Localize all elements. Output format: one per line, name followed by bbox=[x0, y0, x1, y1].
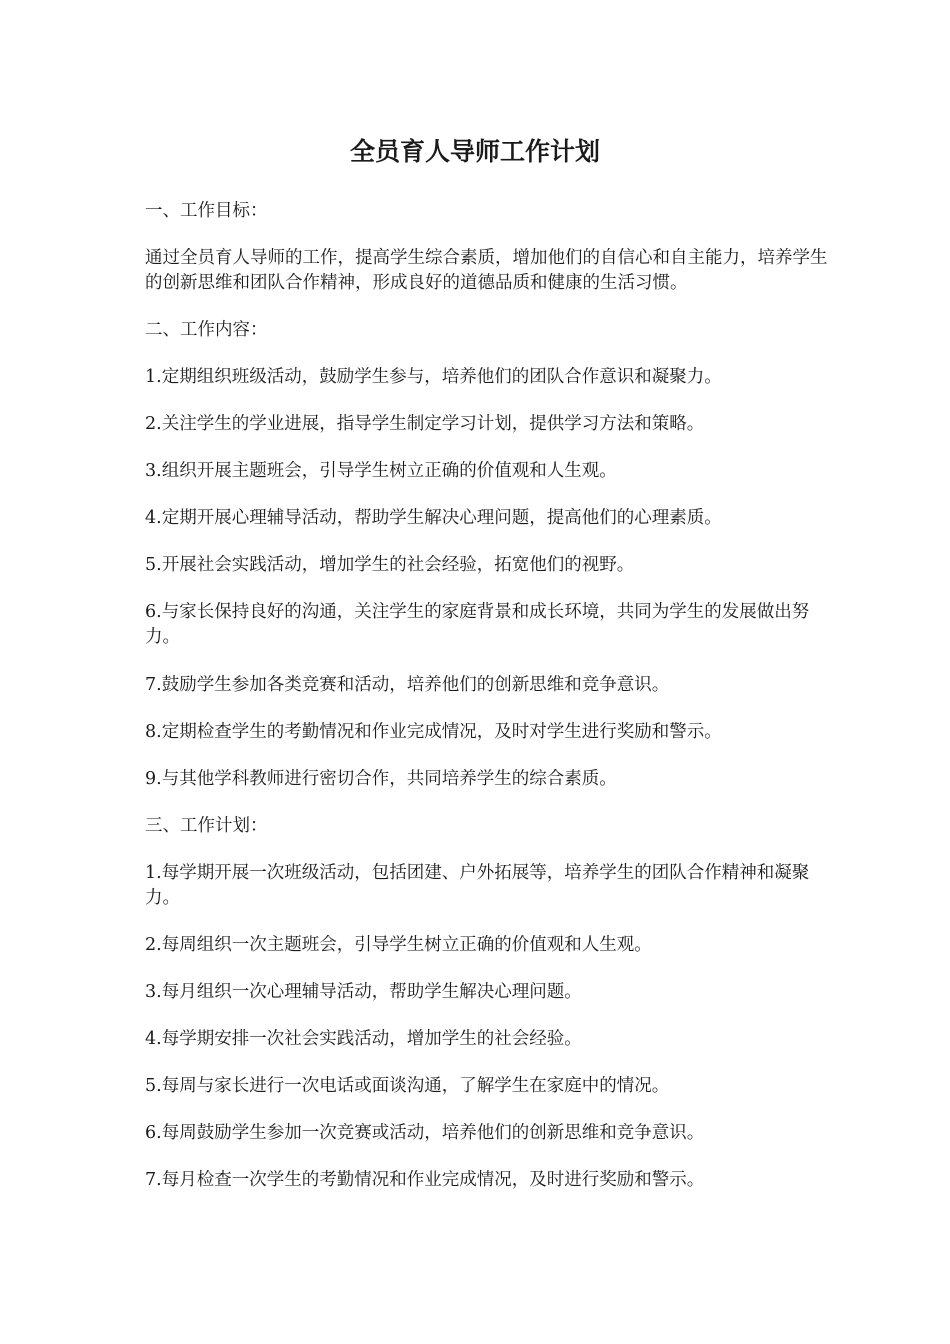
content-item-8: 8.定期检查学生的考勤情况和作业完成情况，及时对学生进行奖励和警示。 bbox=[145, 722, 722, 742]
section-3-heading: 三、工作计划： bbox=[145, 816, 268, 836]
plan-item-1: 1.每学期开展一次班级活动，包括团建、户外拓展等，培养学生的团队合作精神和凝聚力。 bbox=[145, 863, 810, 908]
plan-item-7: 7.每月检查一次学生的考勤情况和作业完成情况，及时进行奖励和警示。 bbox=[145, 1170, 705, 1190]
plan-item-4: 4.每学期安排一次社会实践活动，增加学生的社会经验。 bbox=[145, 1029, 582, 1049]
content-item-1: 1.定期组织班级活动，鼓励学生参与，培养他们的团队合作意识和凝聚力。 bbox=[145, 367, 722, 387]
section-1-heading: 一、工作目标： bbox=[145, 201, 268, 221]
content-item-9: 9.与其他学科教师进行密切合作，共同培养学生的综合素质。 bbox=[145, 769, 617, 789]
content-item-5: 5.开展社会实践活动，增加学生的社会经验，拓宽他们的视野。 bbox=[145, 555, 635, 575]
plan-item-3: 3.每月组织一次心理辅导活动，帮助学生解决心理问题。 bbox=[145, 982, 582, 1002]
plan-item-5: 5.每周与家长进行一次电话或面谈沟通，了解学生在家庭中的情况。 bbox=[145, 1076, 670, 1096]
plan-item-2: 2.每周组织一次主题班会，引导学生树立正确的价值观和人生观。 bbox=[145, 935, 652, 955]
section-1-paragraph: 通过全员育人导师的工作，提高学生综合素质，增加他们的自信心和自主能力，培养学生的创新思维和团队合作精神，形成良好的道德品质和健康的生活习惯。 bbox=[145, 248, 828, 293]
content-item-3: 3.组织开展主题班会，引导学生树立正确的价值观和人生观。 bbox=[145, 461, 617, 481]
content-item-2: 2.关注学生的学业进展，指导学生制定学习计划，提供学习方法和策略。 bbox=[145, 414, 705, 434]
plan-item-6: 6.每周鼓励学生参加一次竞赛或活动，培养他们的创新思维和竞争意识。 bbox=[145, 1123, 705, 1143]
section-2-heading: 二、工作内容： bbox=[145, 320, 268, 340]
content-item-7: 7.鼓励学生参加各类竞赛和活动，培养他们的创新思维和竞争意识。 bbox=[145, 675, 670, 695]
document-title: 全员育人导师工作计划 bbox=[349, 137, 600, 166]
content-item-6: 6.与家长保持良好的沟通，关注学生的家庭背景和成长环境，共同为学生的发展做出努力。 bbox=[145, 602, 810, 647]
content-item-4: 4.定期开展心理辅导活动，帮助学生解决心理问题，提高他们的心理素质。 bbox=[145, 508, 722, 528]
